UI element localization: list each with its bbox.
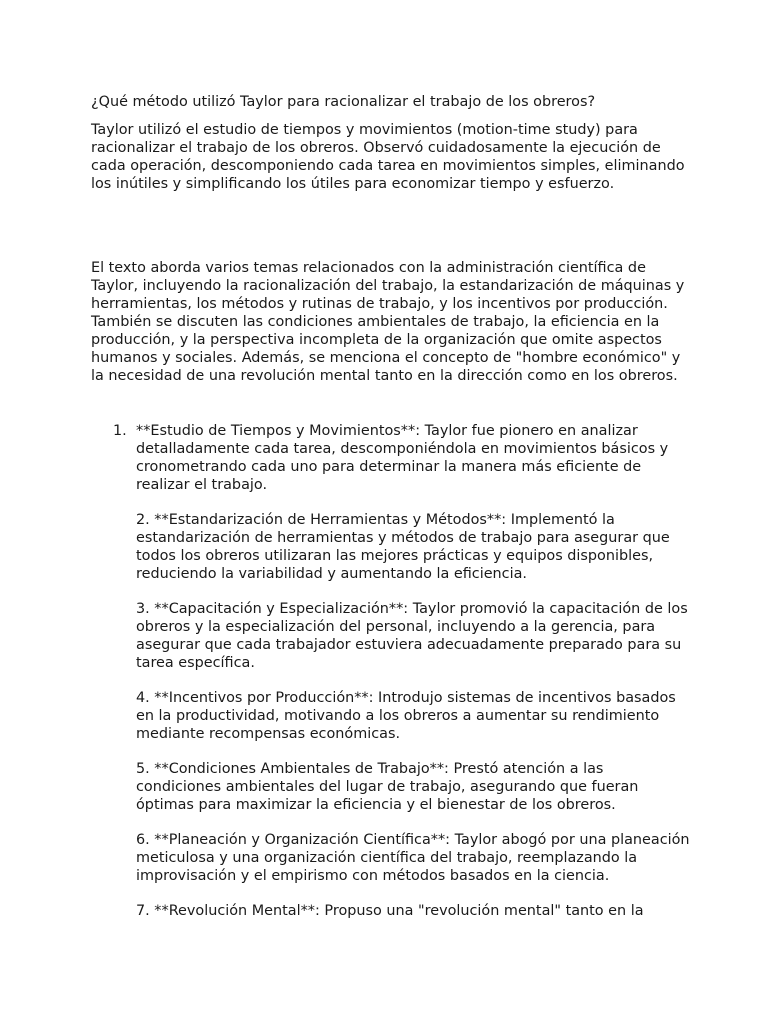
list-item: 6. **Planeación y Organización Científica**: Taylor abogó por una planeación meticulosa y una organización científica del trabajo, reemplazando la improvisación y el empirismo con métodos basados en la ciencia.	[136, 832, 690, 884]
list-item	[91, 422, 691, 494]
list-item: 4. **Incentivos por Producción**: Introdujo sistemas de incentivos basados en la productividad, motivando a los obreros a aumentar su rendimiento mediante recompensas económicas.	[136, 690, 676, 742]
question-heading: ¿Qué método utilizó Taylor para racionalizar el trabajo de los obreros?	[91, 94, 596, 110]
list-item: 7. **Revolución Mental**: Propuso una "revolución mental" tanto en la	[136, 903, 644, 919]
list-item: 3. **Capacitación y Especialización**: Taylor promovió la capacitación de los obreros y la especialización del personal, incluyendo a la gerencia, para asegurar que cada trabajador estuviera adecuadamente preparado para su tarea específica.	[136, 601, 688, 671]
list-item: 2. **Estandarización de Herramientas y Métodos**: Implementó la estandarización de herramientas y métodos de trabajo para asegurar que todos los obreros utilizaran las mejores prácticas y equipos disponibles, reduciendo la variabilidad y aumentando la eficiencia.	[136, 512, 670, 582]
numbered-list	[91, 422, 691, 937]
answer-paragraph: Taylor utilizó el estudio de tiempos y movimientos (motion-time study) para racionalizar el trabajo de los obreros. Observó cuidadosamente la ejecución de cada operación, descomponiendo cada tarea en movimientos simples, eliminando los inútiles y simplificando los útiles para economizar tiempo y esfuerzo.	[91, 122, 685, 192]
list-item-text: **Estudio de Tiempos y Movimientos**: Taylor fue pionero en analizar detalladamente cada tarea, descomponiéndola en movimientos básicos y cronometrando cada uno para determinar la manera más eficiente de realizar el trabajo.	[136, 423, 669, 493]
list-marker: 1.	[113, 423, 127, 439]
summary-paragraph: El texto aborda varios temas relacionados con la administración científica de Taylor, incluyendo la racionalización del trabajo, la estandarización de máquinas y herramientas, los métodos y rutinas de trabajo, y los incentivos por producción. También se discuten las condiciones ambientales de trabajo, la eficiencia en la producción, y la perspectiva incompleta de la organización que omite aspectos humanos y sociales. Además, se menciona el concepto de "hombre económico" y la necesidad de una revolución mental tanto en la dirección como en los obreros.	[91, 260, 685, 384]
list-item: 5. **Condiciones Ambientales de Trabajo**: Prestó atención a las condiciones ambientales del lugar de trabajo, asegurando que fueran óptimas para maximizar la eficiencia y el bienestar de los obreros.	[136, 761, 639, 813]
